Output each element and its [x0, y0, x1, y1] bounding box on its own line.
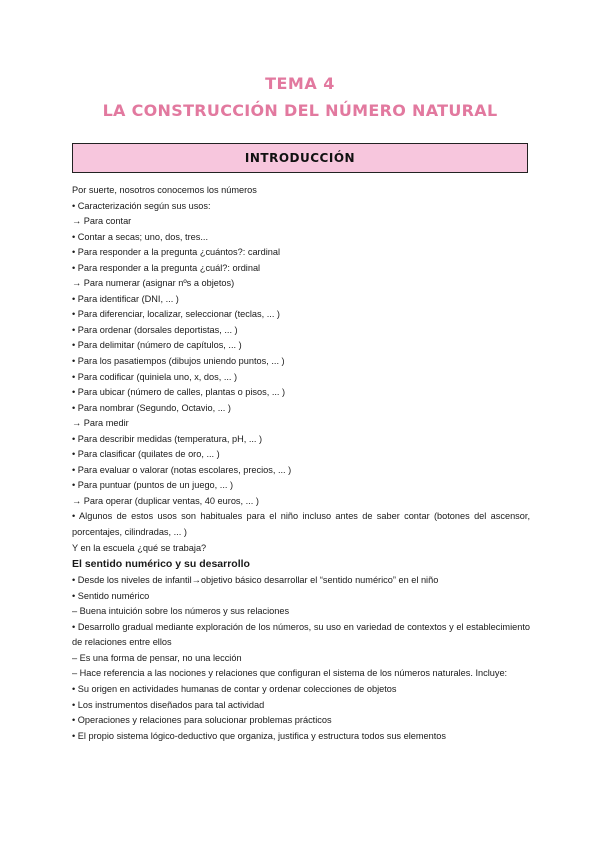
text-line: – Es una forma de pensar, no una lección [72, 652, 242, 663]
text-line: – Buena intuición sobre los números y sus relaciones [72, 606, 290, 617]
text-line: • Para los pasatiempos (dibujos uniendo puntos, ... ) [72, 356, 285, 367]
text-line: • Para diferenciar, localizar, seleccionar (teclas, ... ) [72, 309, 280, 320]
text-line: → Para operar (duplicar ventas, 40 euros, ... ) [72, 495, 259, 506]
text-line: • Desarrollo gradual mediante exploración de los números, su uso en variedad de contextos y el establecimiento de relaciones entre ellos [72, 621, 530, 648]
text-line: • Desde los niveles de infantil→objetivo básico desarrollar el “sentido numérico” en el niño [72, 575, 439, 586]
text-line: → Para numerar (asignar nºs a objetos) [72, 278, 235, 289]
text-line: – Hace referencia a las nociones y relaciones que configuran el sistema de los números naturales. Incluye: [72, 668, 508, 679]
text-line: • Sentido numérico [72, 590, 150, 601]
section-header-box [72, 143, 528, 173]
text-line: • Para responder a la pregunta ¿cuántos?: cardinal [72, 247, 281, 258]
text-line: • Para responder a la pregunta ¿cuál?: ordinal [72, 262, 261, 273]
text-line: • Para evaluar o valorar (notas escolares, precios, ... ) [72, 464, 292, 475]
section-header-label: INTRODUCCIÓN [244, 151, 356, 165]
text-line: • Para ordenar (dorsales deportistas, ... ) [72, 324, 238, 335]
text-line: • Algunos de estos usos son habituales para el niño incluso antes de saber contar (botones del ascensor, porcentajes, cilindradas, ... ) [72, 511, 530, 538]
text-line: • Su origen en actividades humanas de contar y ordenar colecciones de objetos [72, 683, 397, 694]
text-line: Y en la escuela ¿qué se trabaja? [72, 542, 207, 553]
text-line: • Para codificar (quiniela uno, x, dos, ... ) [72, 371, 238, 382]
text-line: → Para medir [72, 418, 129, 429]
document-title: TEMA 4 [265, 74, 335, 93]
text-line: • Para describir medidas (temperatura, pH, ... ) [72, 433, 263, 444]
text-line: → Para contar [72, 216, 132, 227]
text-line: • Para identificar (DNI, ... ) [72, 293, 179, 304]
document-subtitle: LA CONSTRUCCIÓN DEL NÚMERO NATURAL [102, 101, 498, 120]
text-line: • Para delimitar (número de capítulos, ... ) [72, 340, 242, 351]
text-line: • Los instrumentos diseñados para tal actividad [72, 699, 265, 710]
text-line: • Contar a secas; uno, dos, tres... [72, 231, 208, 242]
text-line: • Para nombrar (Segundo, Octavio, ... ) [72, 402, 231, 413]
text-line: • Caracterización según sus usos: [72, 200, 211, 211]
text-line: • Para puntuar (puntos de un juego, ... ) [72, 480, 234, 491]
section-subheading: El sentido numérico y su desarrollo [72, 558, 250, 571]
text-line: • Para clasificar (quilates de oro, ... ) [72, 449, 220, 460]
body-text [72, 183, 530, 744]
text-line: • Para ubicar (número de calles, plantas o pisos, ... ) [72, 387, 286, 398]
text-line: • Operaciones y relaciones para solucionar problemas prácticos [72, 715, 332, 726]
text-line: Por suerte, nosotros conocemos los números [72, 185, 257, 195]
text-line: • El propio sistema lógico-deductivo que organiza, justifica y estructura todos sus elementos [72, 730, 446, 741]
